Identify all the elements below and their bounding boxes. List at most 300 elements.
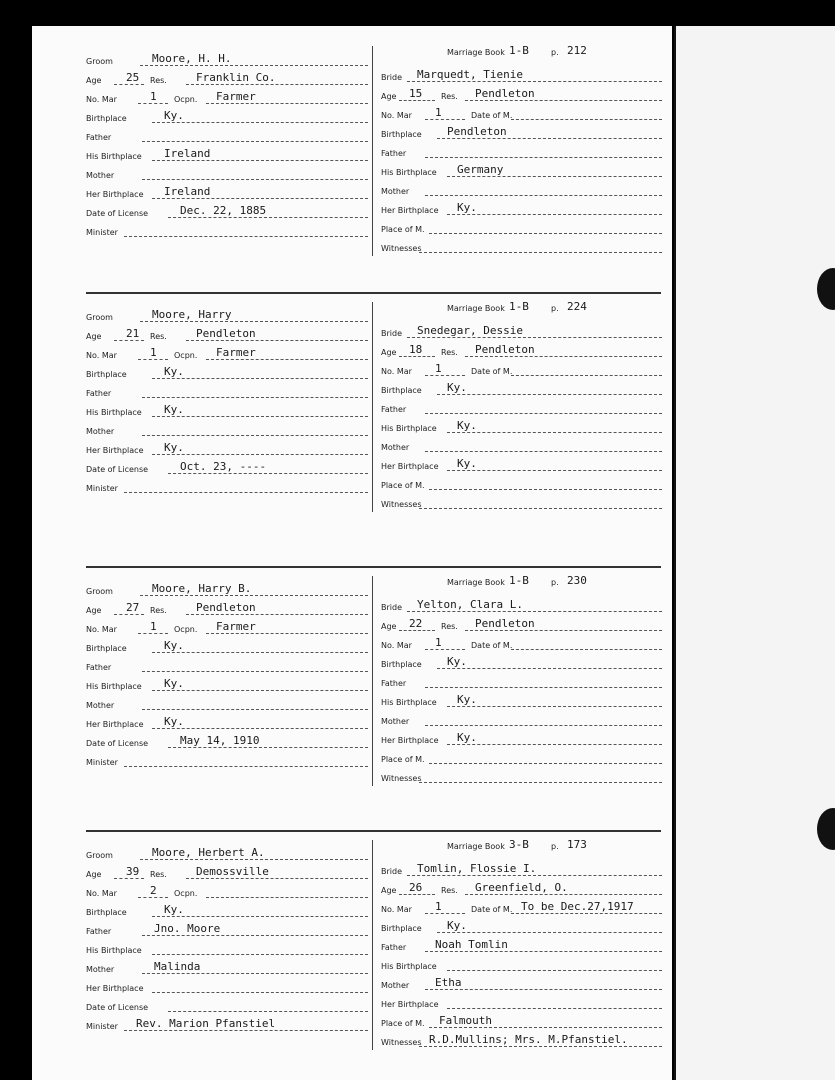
groom-father-value: Jno. Moore [154, 922, 221, 935]
bride-field-no-mar [381, 634, 662, 652]
page-label: p. [551, 842, 559, 851]
field-label: Mother [381, 717, 410, 726]
groom-field-groom [86, 844, 368, 862]
fill-line [407, 337, 662, 338]
bride-age-value: 22 [409, 617, 423, 630]
field-label: Age [381, 348, 397, 357]
fill-line [465, 894, 662, 895]
field-label: His Birthplace [381, 698, 437, 707]
bride-no-mar-value: 1 [435, 900, 442, 913]
marriage-book-line [381, 44, 662, 62]
bride-birthplace-value: Ky. [447, 919, 467, 932]
groom-birthplace-value: Ky. [164, 365, 184, 378]
bride-field-his-birthplace [381, 161, 662, 179]
groom-birthplace-value: Ky. [164, 109, 184, 122]
groom-ocpn-value: Farmer [216, 90, 256, 103]
bride-field-her-birthplace [381, 455, 662, 473]
fill-line [447, 214, 662, 215]
field-label: Witnesses [381, 500, 422, 509]
groom-field-birthplace [86, 363, 368, 381]
field-label: Groom [86, 587, 113, 596]
fill-line [168, 747, 368, 748]
fill-line [447, 432, 662, 433]
fill-line [437, 138, 662, 139]
groom-field-birthplace [86, 901, 368, 919]
fill-line [138, 897, 168, 898]
fill-line [425, 375, 465, 376]
fill-line [140, 859, 368, 860]
fill-line [186, 84, 368, 85]
groom-res-value: Pendleton [196, 327, 256, 340]
bride-place-of-m-value: Falmouth [439, 1014, 492, 1027]
fill-line [425, 195, 662, 196]
fill-line [168, 1011, 368, 1012]
field-label: Res. [150, 870, 167, 879]
bride-field-bride [381, 860, 662, 878]
field-label: Mother [381, 443, 410, 452]
bride-his-birthplace-value: Ky. [457, 693, 477, 706]
fill-line [186, 878, 368, 879]
fill-line [511, 119, 662, 120]
marriage-book-value: 1-B [509, 44, 529, 57]
field-label: His Birthplace [86, 152, 142, 161]
marriage-record [86, 574, 661, 783]
page-number-value: 212 [567, 44, 587, 57]
fill-line [429, 763, 662, 764]
fill-line [206, 633, 368, 634]
groom-groom-value: Moore, Herbert A. [152, 846, 265, 859]
fill-line [399, 100, 435, 101]
field-label: Minister [86, 758, 118, 767]
groom-age-value: 21 [126, 327, 140, 340]
field-label: Birthplace [86, 370, 127, 379]
groom-birthplace-value: Ky. [164, 903, 184, 916]
bride-witnesses-value: R.D.Mullins; Mrs. M.Pfanstiel. [429, 1033, 628, 1046]
groom-field-no-mar [86, 618, 368, 636]
groom-field-minister [86, 221, 368, 239]
field-label: Place of M. [381, 1019, 425, 1028]
groom-minister-value: Rev. Marion Pfanstiel [136, 1017, 276, 1030]
groom-no-mar-value: 1 [150, 90, 157, 103]
fill-line [511, 913, 662, 914]
bride-no-mar-value: 1 [435, 106, 442, 119]
groom-res-value: Pendleton [196, 601, 256, 614]
bride-no-mar-value: 1 [435, 636, 442, 649]
groom-ocpn-value: Farmer [216, 346, 256, 359]
bride-res-value: Pendleton [475, 343, 535, 356]
fill-line [437, 932, 662, 933]
page-label: p. [551, 578, 559, 587]
field-label: Ocpn. [174, 625, 198, 634]
field-label: Her Birthplace [381, 736, 439, 745]
fill-line [425, 157, 662, 158]
groom-groom-value: Moore, Harry [152, 308, 232, 321]
marriage-book-line [381, 574, 662, 592]
fill-line [429, 489, 662, 490]
fill-line [152, 690, 368, 691]
groom-field-her-birthplace [86, 977, 368, 995]
groom-res-value: Demossville [196, 865, 269, 878]
fill-line [511, 649, 662, 650]
fill-line [186, 614, 368, 615]
fill-line [419, 252, 662, 253]
bride-field-place-of-m [381, 1012, 662, 1030]
field-label: Age [86, 870, 102, 879]
groom-field-minister [86, 751, 368, 769]
fill-line [447, 970, 662, 971]
groom-date-of-license-value: Dec. 22, 1885 [180, 204, 267, 217]
bride-field-bride [381, 322, 662, 340]
bride-field-birthplace [381, 379, 662, 397]
fill-line [437, 394, 662, 395]
bride-field-father [381, 936, 662, 954]
page-label: p. [551, 48, 559, 57]
page-number-value: 224 [567, 300, 587, 313]
field-label: Father [381, 943, 407, 952]
field-label: Date of M. [471, 367, 513, 376]
field-label: Age [86, 606, 102, 615]
bride-bride-value: Yelton, Clara L. [417, 598, 523, 611]
bride-field-father [381, 142, 662, 160]
field-label: His Birthplace [86, 946, 142, 955]
field-label: Father [86, 927, 112, 936]
bride-field-age [381, 341, 662, 359]
fill-line [142, 397, 368, 398]
fill-line [399, 894, 435, 895]
groom-field-minister [86, 477, 368, 495]
fill-line [138, 359, 168, 360]
marriage-book-value: 3-B [509, 838, 529, 851]
field-label: Minister [86, 228, 118, 237]
bride-field-mother [381, 974, 662, 992]
groom-field-age [86, 599, 368, 617]
bride-field-no-mar [381, 898, 662, 916]
groom-his-birthplace-value: Ky. [164, 403, 184, 416]
groom-field-his-birthplace [86, 145, 368, 163]
groom-age-value: 39 [126, 865, 140, 878]
groom-her-birthplace-value: Ky. [164, 441, 184, 454]
field-label: Date of License [86, 209, 149, 218]
fill-line [419, 508, 662, 509]
field-label: Birthplace [86, 644, 127, 653]
fill-line [114, 84, 144, 85]
groom-res-value: Franklin Co. [196, 71, 276, 84]
fill-line [465, 630, 662, 631]
marriage-book-label: Marriage Book [447, 578, 505, 587]
fill-line [124, 492, 368, 493]
groom-field-birthplace [86, 107, 368, 125]
groom-field-father [86, 920, 368, 938]
marriage-book-value: 1-B [509, 300, 529, 313]
marriage-book-value: 1-B [509, 574, 529, 587]
groom-no-mar-value: 1 [150, 346, 157, 359]
fill-line [419, 1046, 662, 1047]
fill-line [152, 378, 368, 379]
marriage-record [86, 838, 661, 1047]
field-label: Her Birthplace [381, 206, 439, 215]
bride-mother-value: Etha [435, 976, 462, 989]
marriage-record [86, 300, 661, 509]
fill-line [152, 416, 368, 417]
bride-field-father [381, 672, 662, 690]
bride-field-age [381, 615, 662, 633]
bride-birthplace-value: Pendleton [447, 125, 507, 138]
bride-field-birthplace [381, 653, 662, 671]
field-label: Father [381, 149, 407, 158]
bride-field-his-birthplace [381, 955, 662, 973]
groom-field-date-of-license [86, 732, 368, 750]
groom-field-date-of-license [86, 996, 368, 1014]
field-label: Her Birthplace [381, 462, 439, 471]
field-label: Date of M. [471, 905, 513, 914]
fill-line [124, 236, 368, 237]
fill-line [142, 935, 368, 936]
field-label: No. Mar [381, 905, 412, 914]
fill-line [425, 649, 465, 650]
bride-birthplace-value: Ky. [447, 381, 467, 394]
fill-line [206, 359, 368, 360]
bride-field-no-mar [381, 360, 662, 378]
bride-column [372, 46, 662, 256]
field-label: Bride [381, 603, 402, 612]
fill-line [407, 875, 662, 876]
bride-field-mother [381, 436, 662, 454]
fill-line [447, 1008, 662, 1009]
groom-mother-value: Malinda [154, 960, 201, 973]
groom-ocpn-value: Farmer [216, 620, 256, 633]
field-label: Witnesses [381, 774, 422, 783]
bride-field-his-birthplace [381, 691, 662, 709]
groom-field-minister [86, 1015, 368, 1033]
field-label: No. Mar [86, 889, 117, 898]
marriage-book-line [381, 300, 662, 318]
bride-no-mar-value: 1 [435, 362, 442, 375]
field-label: Age [86, 332, 102, 341]
fill-line [399, 630, 435, 631]
fill-line [124, 766, 368, 767]
field-label: Birthplace [86, 908, 127, 917]
field-label: Ocpn. [174, 889, 198, 898]
groom-field-groom [86, 580, 368, 598]
field-label: No. Mar [381, 111, 412, 120]
field-label: Res. [150, 332, 167, 341]
fill-line [138, 103, 168, 104]
bride-field-place-of-m [381, 218, 662, 236]
fill-line [407, 611, 662, 612]
groom-field-date-of-license [86, 458, 368, 476]
bride-age-value: 26 [409, 881, 423, 894]
groom-field-groom [86, 50, 368, 68]
fill-line [142, 671, 368, 672]
fill-line [152, 954, 368, 955]
bride-field-mother [381, 710, 662, 728]
fill-line [142, 179, 368, 180]
field-label: Age [86, 76, 102, 85]
field-label: Date of License [86, 465, 149, 474]
bride-bride-value: Snedegar, Dessie [417, 324, 523, 337]
bride-field-birthplace [381, 917, 662, 935]
field-label: Date of M. [471, 641, 513, 650]
fill-line [447, 706, 662, 707]
fill-line [140, 595, 368, 596]
bride-field-bride [381, 66, 662, 84]
field-label: No. Mar [381, 367, 412, 376]
fill-line [140, 65, 368, 66]
fill-line [142, 709, 368, 710]
groom-her-birthplace-value: Ky. [164, 715, 184, 728]
groom-her-birthplace-value: Ireland [164, 185, 211, 198]
bride-field-birthplace [381, 123, 662, 141]
fill-line [429, 233, 662, 234]
fill-line [425, 451, 662, 452]
groom-field-no-mar [86, 88, 368, 106]
groom-age-value: 25 [126, 71, 140, 84]
field-label: Age [381, 886, 397, 895]
page-number-value: 230 [567, 574, 587, 587]
field-label: Groom [86, 851, 113, 860]
field-label: No. Mar [86, 95, 117, 104]
field-label: Birthplace [381, 130, 422, 139]
page-number-value: 173 [567, 838, 587, 851]
field-label: Mother [86, 171, 115, 180]
fill-line [419, 782, 662, 783]
fill-line [152, 160, 368, 161]
fill-line [465, 100, 662, 101]
page-label: p. [551, 304, 559, 313]
field-label: Age [381, 92, 397, 101]
fill-line [465, 356, 662, 357]
groom-age-value: 27 [126, 601, 140, 614]
field-label: No. Mar [381, 641, 412, 650]
fill-line [425, 913, 465, 914]
field-label: His Birthplace [381, 424, 437, 433]
field-label: Birthplace [381, 386, 422, 395]
fill-line [186, 340, 368, 341]
bride-her-birthplace-value: Ky. [457, 201, 477, 214]
groom-date-of-license-value: May 14, 1910 [180, 734, 260, 747]
field-label: No. Mar [86, 625, 117, 634]
groom-no-mar-value: 1 [150, 620, 157, 633]
field-label: Mother [381, 187, 410, 196]
bride-field-age [381, 879, 662, 897]
groom-field-her-birthplace [86, 713, 368, 731]
groom-field-mother [86, 164, 368, 182]
bride-bride-value: Marquedt, Tienie [417, 68, 523, 81]
bride-field-age [381, 85, 662, 103]
groom-date-of-license-value: Oct. 23, ---- [180, 460, 267, 473]
marriage-book-line [381, 838, 662, 856]
groom-groom-value: Moore, H. H. [152, 52, 232, 65]
fill-line [425, 725, 662, 726]
field-label: Her Birthplace [86, 984, 144, 993]
fill-line [399, 356, 435, 357]
fill-line [152, 122, 368, 123]
marriage-book-label: Marriage Book [447, 48, 505, 57]
bride-bride-value: Tomlin, Flossie I. [417, 862, 537, 875]
field-label: Minister [86, 1022, 118, 1031]
field-label: Place of M. [381, 481, 425, 490]
fill-line [124, 1030, 368, 1031]
field-label: Mother [86, 701, 115, 710]
fill-line [429, 1027, 662, 1028]
fill-line [152, 916, 368, 917]
field-label: His Birthplace [381, 962, 437, 971]
fill-line [140, 321, 368, 322]
fill-line [425, 687, 662, 688]
field-label: His Birthplace [86, 408, 142, 417]
fill-line [142, 435, 368, 436]
fill-line [206, 897, 368, 898]
fill-line [142, 973, 368, 974]
field-label: Date of M. [471, 111, 513, 120]
fill-line [114, 878, 144, 879]
field-label: Age [381, 622, 397, 631]
fill-line [152, 652, 368, 653]
record-separator [86, 566, 661, 568]
marriage-book-label: Marriage Book [447, 304, 505, 313]
fill-line [168, 473, 368, 474]
bride-date-of-m-value: To be Dec.27,1917 [521, 900, 634, 913]
fill-line [142, 141, 368, 142]
groom-field-her-birthplace [86, 183, 368, 201]
field-label: Mother [86, 427, 115, 436]
bride-column [372, 576, 662, 786]
bride-age-value: 15 [409, 87, 423, 100]
bride-her-birthplace-value: Ky. [457, 731, 477, 744]
field-label: Father [86, 133, 112, 142]
field-label: Birthplace [381, 924, 422, 933]
field-label: Birthplace [381, 660, 422, 669]
field-label: Res. [150, 606, 167, 615]
fill-line [425, 119, 465, 120]
field-label: Date of License [86, 1003, 149, 1012]
field-label: Res. [441, 92, 458, 101]
field-label: Mother [381, 981, 410, 990]
field-label: Ocpn. [174, 95, 198, 104]
groom-field-no-mar [86, 882, 368, 900]
groom-field-age [86, 69, 368, 87]
bride-column [372, 840, 662, 1050]
bride-res-value: Greenfield, O. [475, 881, 568, 894]
field-label: Mother [86, 965, 115, 974]
groom-field-mother [86, 694, 368, 712]
groom-field-age [86, 325, 368, 343]
field-label: Minister [86, 484, 118, 493]
bride-field-her-birthplace [381, 729, 662, 747]
fill-line [168, 217, 368, 218]
groom-field-mother [86, 420, 368, 438]
field-label: Place of M. [381, 755, 425, 764]
record-separator [86, 292, 661, 294]
groom-field-mother [86, 958, 368, 976]
fill-line [114, 614, 144, 615]
bride-field-bride [381, 596, 662, 614]
groom-field-her-birthplace [86, 439, 368, 457]
fill-line [152, 198, 368, 199]
bride-field-her-birthplace [381, 199, 662, 217]
field-label: Father [381, 405, 407, 414]
field-label: Ocpn. [174, 351, 198, 360]
fill-line [447, 470, 662, 471]
fill-line [511, 375, 662, 376]
field-label: Res. [441, 622, 458, 631]
fill-line [138, 633, 168, 634]
bride-his-birthplace-value: Ky. [457, 419, 477, 432]
bride-his-birthplace-value: Germany [457, 163, 504, 176]
groom-his-birthplace-value: Ireland [164, 147, 211, 160]
marriage-book-label: Marriage Book [447, 842, 505, 851]
field-label: Res. [150, 76, 167, 85]
